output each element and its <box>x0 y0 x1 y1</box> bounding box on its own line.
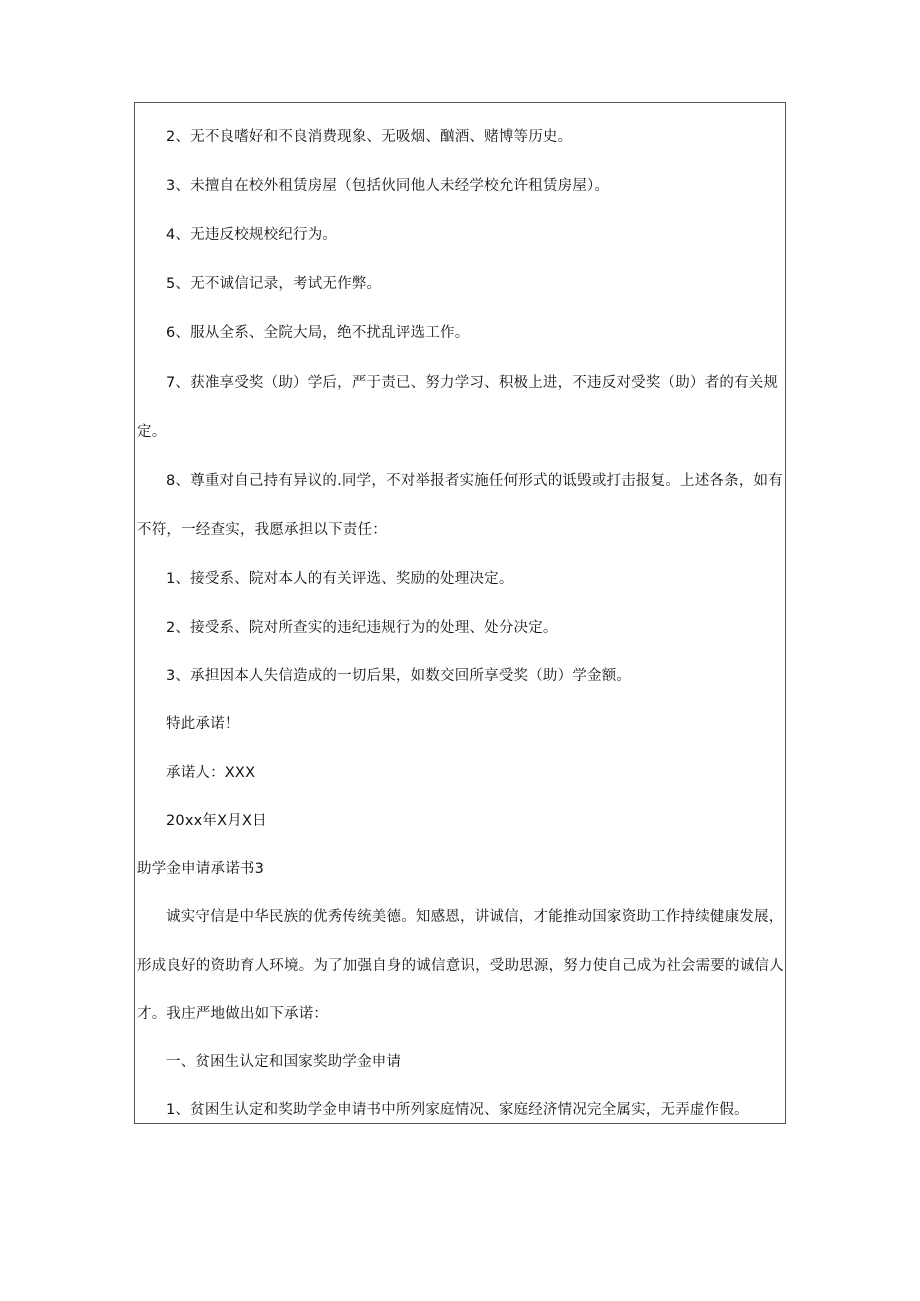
text-line: 不符，一经查实，我愿承担以下责任： <box>137 522 387 538</box>
closing-statement: 特此承诺！ <box>166 716 240 732</box>
text-line: 8、尊重对自己持有异议的.同学，不对举报者实施任何形式的诋毁或打击报复。上述各条，如有 <box>166 473 783 489</box>
text-line: 7、获准享受奖（助）学后，严于责已、努力学习、积极上进，不违反对受奖（助）者的有关规 <box>166 375 779 391</box>
text-line: 诚实守信是中华民族的优秀传统美德。知感恩，讲诚信，才能推动国家资助工作持续健康发展， <box>166 909 784 925</box>
text-line: 3、未擅自在校外租赁房屋（包括伙同他人未经学校允许租赁房屋）。 <box>166 178 610 194</box>
text-line: 2、无不良嗜好和不良消费现象、无吸烟、酗酒、赌博等历史。 <box>166 129 573 145</box>
text-line: 3、承担因本人失信造成的一切后果，如数交回所享受奖（助）学金额。 <box>166 668 632 684</box>
text-line: 定。 <box>137 424 167 440</box>
section-title: 助学金申请承诺书3 <box>137 861 265 877</box>
signatory: 承诺人：XXX <box>166 765 256 781</box>
subheading: 一、贫困生认定和国家奖助学金申请 <box>166 1054 402 1070</box>
text-line: 5、无不诚信记录，考试无作弊。 <box>166 276 382 292</box>
text-line: 6、服从全系、全院大局，绝不扰乱评选工作。 <box>166 325 470 341</box>
text-line: 1、接受系、院对本人的有关评选、奖励的处理决定。 <box>166 571 514 587</box>
text-line: 4、无违反校规校纪行为。 <box>166 227 338 243</box>
text-line: 2、接受系、院对所查实的违纪违规行为的处理、处分决定。 <box>166 620 558 636</box>
text-line: 才。我庄严地做出如下承诺： <box>137 1006 329 1022</box>
text-line: 1、贫困生认定和奖助学金申请书中所列家庭情况、家庭经济情况完全属实，无弄虚作假。 <box>166 1102 749 1118</box>
date: 20xx年X月X日 <box>166 813 267 829</box>
text-line: 形成良好的资助育人环境。为了加强自身的诚信意识，受助思源，努力使自己成为社会需要的诚信人 <box>137 958 784 974</box>
